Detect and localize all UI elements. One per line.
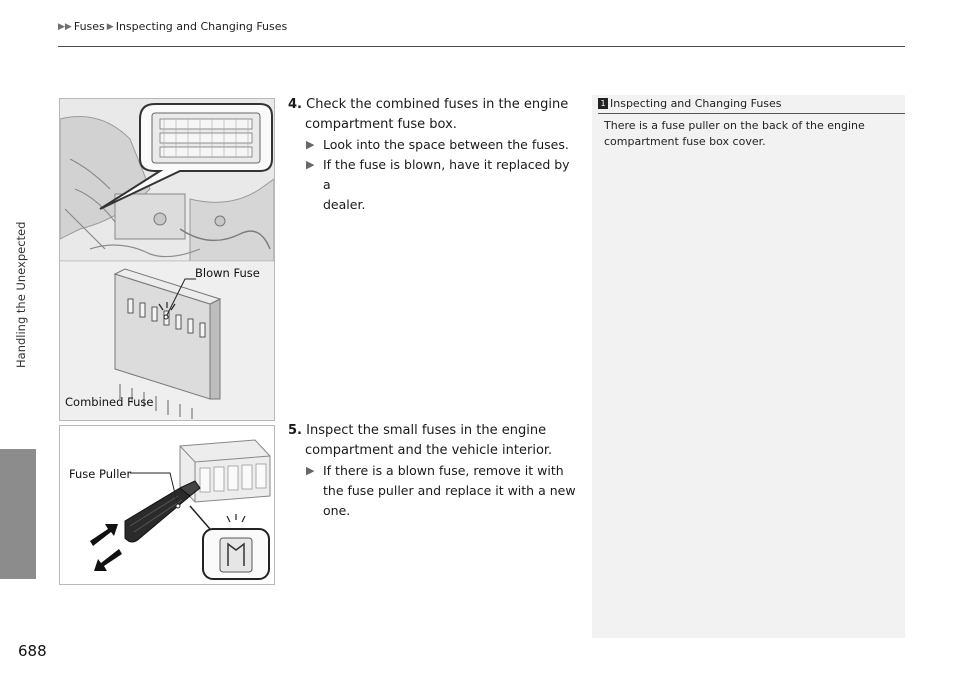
substep-cont: dealer. (323, 197, 366, 212)
fuse-puller-illustration (60, 426, 274, 584)
figure-fuse-puller (59, 425, 275, 585)
info-title-text: Inspecting and Changing Fuses (610, 97, 782, 110)
substep-text: If there is a blown fuse, remove it with (323, 463, 564, 478)
step-text-cont: compartment and the vehicle interior. (305, 443, 553, 458)
label-fuse-puller: Fuse Puller (69, 467, 132, 481)
substep (288, 461, 578, 481)
substep-cont: the fuse puller and replace it with a new (323, 483, 576, 498)
side-tab-label: Handling the Unexpected (14, 221, 28, 369)
step-text-cont: compartment fuse box. (305, 117, 457, 132)
page-number: 688 (18, 642, 47, 660)
substep (288, 135, 578, 155)
side-tab-marker (0, 449, 36, 579)
breadcrumb-arrow-icon: ▶▶ (58, 21, 72, 32)
header-divider (58, 46, 905, 47)
substep-arrow-icon: ▶ (306, 138, 315, 151)
breadcrumb (58, 20, 287, 33)
step-text: Check the combined fuses in the engine (306, 97, 569, 112)
info-panel (592, 95, 905, 638)
info-title (598, 97, 782, 110)
substep (288, 155, 578, 195)
info-body-line: compartment fuse box cover. (604, 135, 766, 148)
breadcrumb-arrow-icon: ▶ (106, 21, 114, 32)
step-number: 5. (288, 423, 302, 438)
info-body (604, 118, 894, 150)
substep-text: If the fuse is blown, have it replaced by a (323, 157, 570, 192)
breadcrumb-item-fuses[interactable]: Fuses (73, 20, 105, 33)
step-text: Inspect the small fuses in the engine (306, 423, 547, 438)
step-number: 4. (288, 97, 302, 112)
breadcrumb-item-inspecting[interactable]: Inspecting and Changing Fuses (115, 20, 288, 33)
info-divider (598, 113, 905, 114)
substep-cont: one. (323, 503, 351, 518)
figure-combined-fuse (59, 98, 275, 421)
step-5 (288, 421, 578, 521)
step-4 (288, 95, 578, 215)
substep-arrow-icon: ▶ (306, 158, 315, 171)
label-blown-fuse: Blown Fuse (195, 266, 260, 280)
substep-arrow-icon: ▶ (306, 464, 315, 477)
info-badge: 1 (598, 98, 608, 109)
substep-text: Look into the space between the fuses. (323, 137, 569, 152)
info-body-line: There is a fuse puller on the back of the engine (604, 119, 865, 132)
engine-fuse-illustration (60, 99, 274, 420)
label-combined-fuse: Combined Fuse (65, 395, 154, 409)
